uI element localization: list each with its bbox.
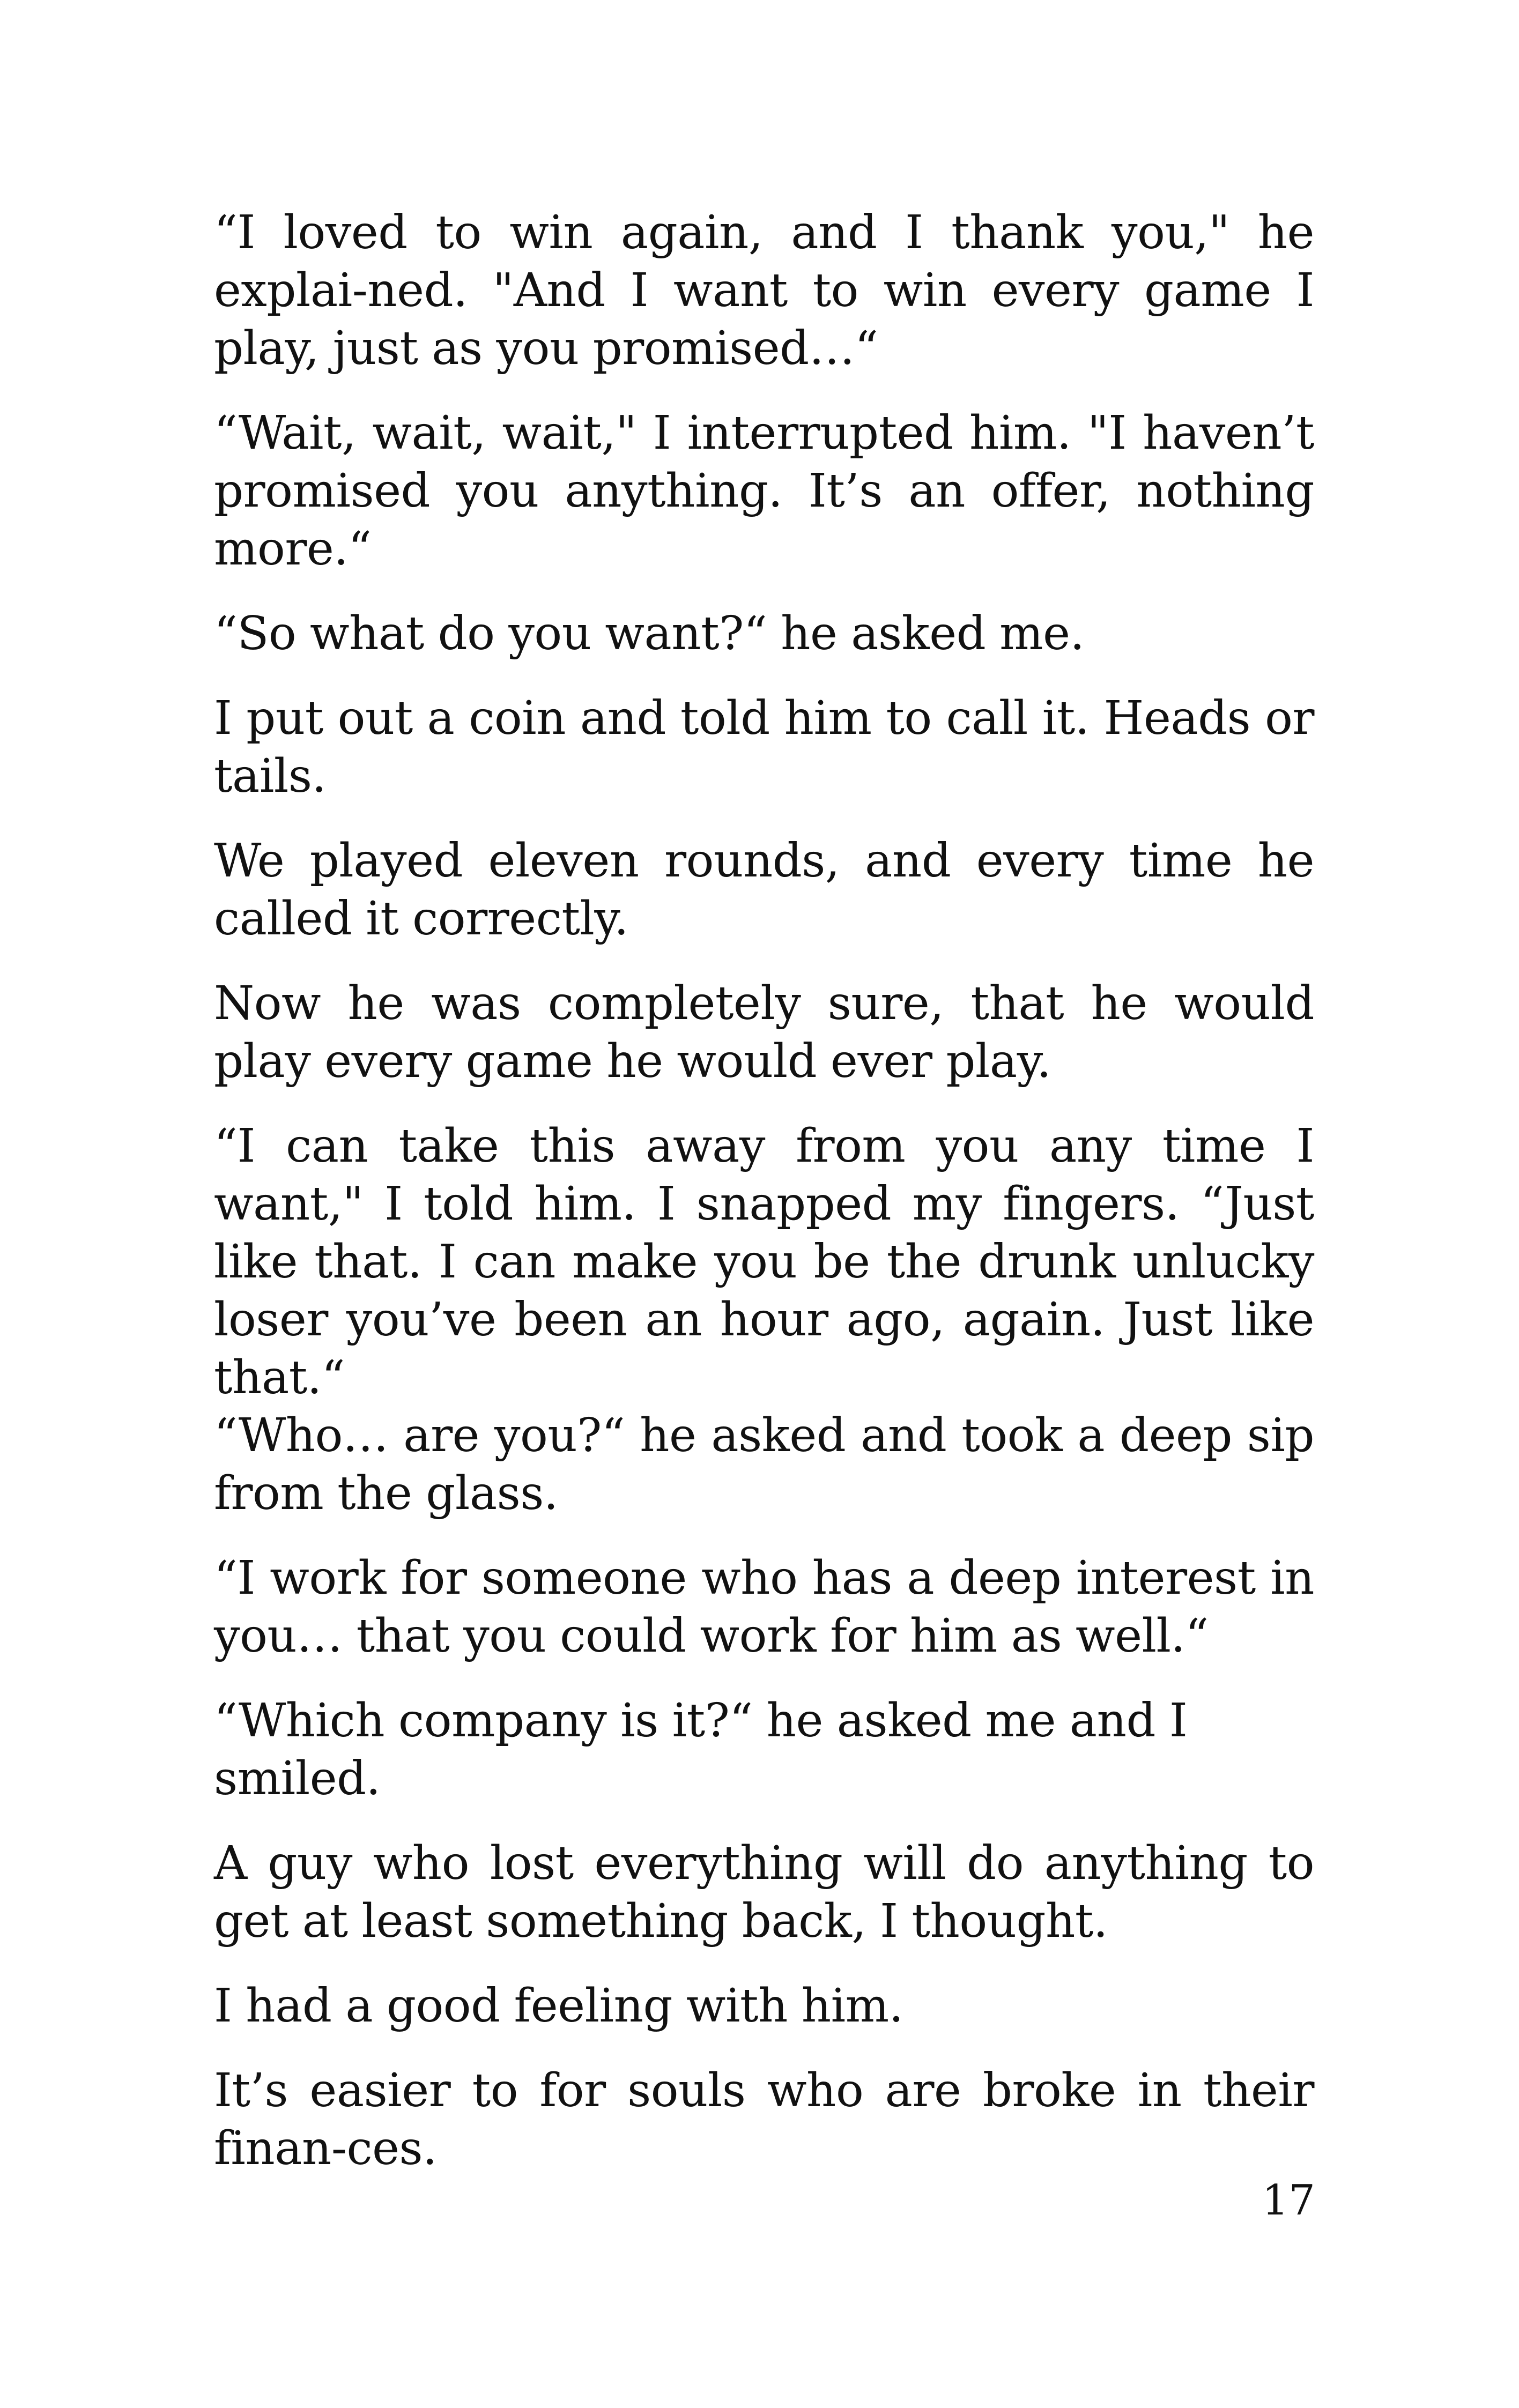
paragraph: Now he was completely sure, that he would play every game he would ever play. [214, 977, 1314, 1088]
page-body [214, 204, 1314, 2204]
paragraph: “Who… are you?“ he asked and took a deep sip from the glass. [214, 1409, 1314, 1520]
paragraph: “Which company is it?“ he asked me and I smiled. [214, 1694, 1188, 1805]
paragraph: We played eleven rounds, and every time he called it correctly. [214, 834, 1314, 946]
paragraph: I put out a coin and told him to call it. Heads or tails. [214, 692, 1314, 803]
paragraph: “I loved to win again, and I thank you," he explai-ned. "And I want to win every game I play, just as you promised…“ [214, 206, 1314, 375]
paragraph: “So what do you want?“ he asked me. [214, 607, 1085, 660]
paragraph: “I work for someone who has a deep interest in you… that you could work for him as well.“ [214, 1551, 1314, 1663]
page-number: 17 [1262, 2176, 1315, 2225]
paragraph: A guy who lost everything will do anything to get at least something back, I thought. [214, 1837, 1314, 1948]
paragraph: “I can take this away from you any time I want," I told him. I snapped my fingers. “Just like that. I can make you be the drunk unlucky loser you’ve been an hour ago, again. Just like that.“ [214, 1119, 1314, 1404]
paragraph: It’s easier to for souls who are broke in their finan-ces. [214, 2064, 1314, 2175]
paragraph: I had a good feeling with him. [214, 1979, 903, 2033]
paragraph: “Wait, wait, wait," I interrupted him. "I haven’t promised you anything. It’s an offer, nothing more.“ [214, 406, 1314, 576]
